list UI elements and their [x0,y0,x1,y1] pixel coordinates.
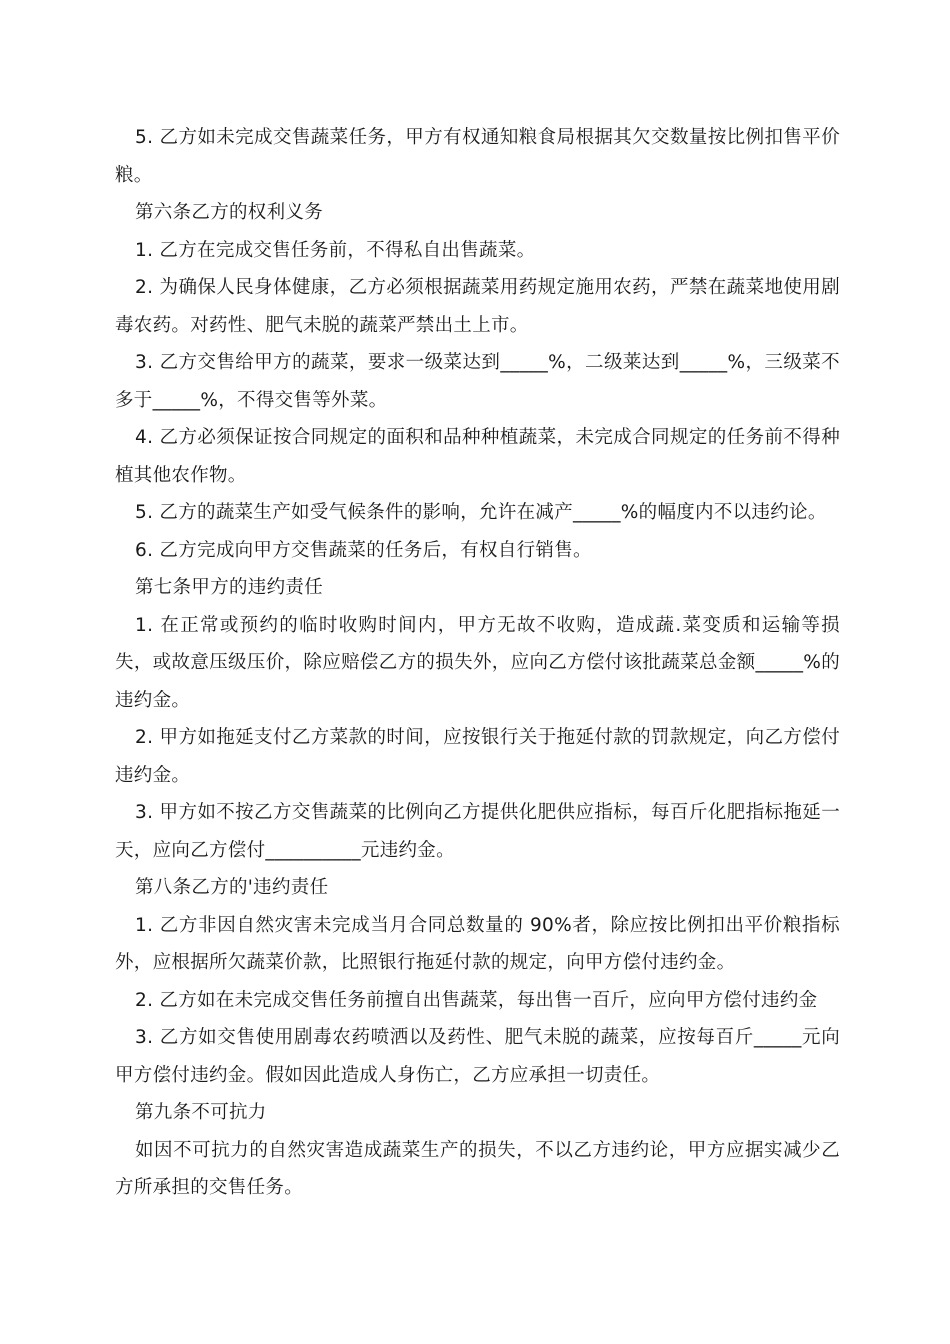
paragraph-item: 2. 乙方如在未完成交售任务前擅自出售蔬菜，每出售一百斤，应向甲方偿付违约金 [135,989,818,1011]
paragraph-item: 如因不可抗力的自然灾害造成蔬菜生产的损失，不以乙方违约论，甲方应据实减少乙方所承担的交售任务。 [115,1139,840,1198]
document-body [115,119,840,1207]
paragraph-item: 3. 甲方如不按乙方交售蔬菜的比例向乙方提供化肥供应指标，每百斤化肥指标拖延一天，应向乙方偿付__________元违约金。 [115,802,840,861]
paragraph-item: 3. 乙方交售给甲方的蔬菜，要求一级菜达到_____%，二级莱达到_____%，三级菜不多于_____%，不得交售等外菜。 [115,352,840,411]
section-heading: 第八条乙方的'违约责任 [135,877,329,898]
paragraph-item: 3. 乙方如交售使用剧毒农药喷洒以及药性、肥气未脱的蔬菜，应按每百斤_____元向甲方偿付违约金。假如因此造成人身伤亡，乙方应承担一切责任。 [115,1027,840,1086]
paragraph-item: 2. 甲方如拖延支付乙方菜款的时间，应按银行关于拖延付款的罚款规定，向乙方偿付违约金。 [115,727,840,786]
paragraph-item: 5. 乙方的蔬菜生产如受气候条件的影响，允许在减产_____%的幅度内不以违约论。 [135,502,827,523]
paragraph-item: 1. 乙方在完成交售任务前，不得私自出售蔬菜。 [135,239,536,261]
paragraph-item: 1. 乙方非因自然灾害未完成当月合同总数量的 90%者，除应按比例扣出平价粮指标外，应根据所欠蔬菜价款，比照银行拖延付款的规定，向甲方偿付违约金。 [115,914,840,973]
paragraph-item: 5. 乙方如未完成交售蔬菜任务，甲方有权通知粮食局根据其欠交数量按比例扣售平价粮。 [115,127,840,186]
paragraph-item: 6. 乙方完成向甲方交售蔬菜的任务后，有权自行销售。 [135,539,592,561]
paragraph-item: 4. 乙方必须保证按合同规定的面积和品种种植蔬菜，未完成合同规定的任务前不得种植其他农作物。 [115,427,840,486]
paragraph-item: 1. 在正常或预约的临时收购时间内，甲方无故不收购，造成蔬.菜变质和运输等损失，或故意压级压价，除应赔偿乙方的损失外，应向乙方偿付该批蔬菜总金额_____%的违约金。 [115,614,840,711]
paragraph-item: 2. 为确保人民身体健康，乙方必须根据蔬菜用药规定施用农药，严禁在蔬菜地使用剧毒农药。对药性、肥气未脱的蔬菜严禁出土上市。 [115,277,840,336]
section-heading: 第七条甲方的违约责任 [135,577,324,598]
section-heading: 第六条乙方的权利义务 [135,202,324,223]
section-heading: 第九条不可抗力 [135,1102,267,1123]
